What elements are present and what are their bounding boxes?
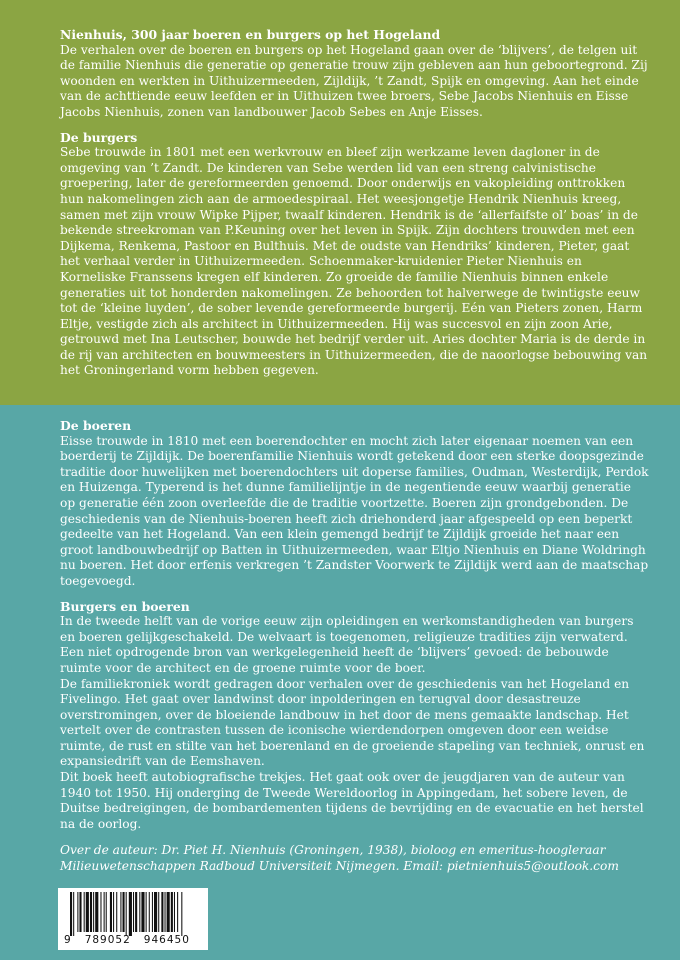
barcode-bar — [171, 892, 173, 932]
barcode-bar — [146, 892, 147, 932]
barcode-bar — [116, 892, 117, 932]
lower-text-column — [60, 418, 650, 875]
barcode-bar — [174, 892, 175, 932]
barcode-bar — [141, 892, 144, 932]
barcode-bar — [113, 892, 114, 932]
barcode-bar — [139, 892, 140, 932]
about-author: Over de auteur: Dr. Piet H. Nienhuis (Groningen, 1938), bioloog en emeritus-hoogleraar Milieuwetenschappen Radboud Universiteit Nijmegen. Email: pietnienhuis5@outlook.com — [60, 843, 619, 874]
barcode-bar — [100, 892, 101, 932]
isbn-barcode — [58, 888, 208, 950]
barcode-bar — [181, 892, 182, 936]
barcode-bar — [167, 892, 170, 932]
book-title: Nienhuis, 300 jaar boeren en burgers op het Hogeland — [60, 27, 441, 42]
intro-paragraph: De verhalen over de boeren en burgers op het Hogeland gaan over de ‘blijvers’, de telgen uit de familie Nienhuis die generatie op generatie trouw zijn gebleven aan hun geboortegrond. Zij woonden en werkten in Uithuizermeeden, Zijldijk, ’t Zandt, Spijk en omgeving. Aan het einde van de achttiende eeuw leefden er in Uithuizen twee broers, Sebe Jacobs Nienhuis en Eisse Jacobs Nienhuis, zonen van landbouwer Jacob Sebes en Anje Eisses. — [60, 42, 648, 119]
barcode-bar — [106, 892, 107, 932]
burgers-en-boeren-paragraph-1: In de tweede helft van de vorige eeuw zijn opleidingen en werkomstandigheden van burgers en boeren gelijkgeschakeld. De welvaart is toegenomen, religieuze tradities zijn verwaterd. Een niet opdrogende bron van werkgelegenheid heeft de ‘blijvers’ gevoed: de bebouwde ruimte voor de architect en de groene ruimte voor de boer. — [60, 614, 634, 675]
upper-text-column — [60, 27, 650, 379]
barcode-bar — [161, 892, 163, 932]
barcode-bar — [154, 892, 157, 932]
barcode-bar — [90, 892, 92, 932]
section-gap — [60, 590, 650, 599]
barcode-bar — [126, 892, 127, 936]
barcode-bar — [77, 892, 78, 932]
barcode-bar — [165, 892, 166, 932]
barcode-bar — [177, 892, 178, 932]
boeren-paragraph: Eisse trouwde in 1810 met een boerendochter en mocht zich later eigenaar noemen van een boerderij te Zijldijk. De boerenfamilie Nienhuis wordt getekend door een sterke doopsgezinde traditie door huwelijken met boerendochters uit doperse families, Oudman, Westerdijk, Perdok en Huizenga. Typerend is het dunne familielijntje in de negentiende eeuw waarbij generatie op generatie één zoon overleefde die de traditie voortzette. Boeren zijn grondgebonden. De geschiedenis van de Nienhuis-boeren heeft zich driehonderd jaar afgespeeld op een beperkt gedeelte van het Hogeland. Van een klein gemengd bedrijf te Zijldijk groeide het naar een groot landbouwbedrijf op Batten in Uithuizermeeden, waar Eltjo Nienhuis en Diane Woldringh nu boeren. Het door erfenis verkregen ’t Zandster Voorwerk te Zijldijk werd aan de maatschap toegevoegd. — [60, 433, 649, 588]
barcode-digits: 9 789052 946450 — [64, 934, 190, 946]
barcode-bar — [93, 892, 94, 932]
barcode-bar — [95, 892, 98, 932]
barcode-bar — [79, 892, 81, 932]
barcode-bar — [120, 892, 121, 932]
barcode-bar — [110, 892, 112, 932]
barcode-bar — [104, 892, 105, 932]
boeren-heading: De boeren — [60, 418, 132, 433]
barcode-bar — [86, 892, 89, 932]
barcode-bar — [133, 892, 134, 932]
burgers-heading: De burgers — [60, 129, 138, 145]
barcode-bar — [123, 892, 125, 932]
burgers-paragraph: Sebe trouwde in 1801 met een werkvrouw en bleef zijn werkzame leven dagloner in de omgeving van ’t Zandt. De kinderen van Sebe werden lid van een streng calvinistische groepering, later de gereformeerden genoemd. Door onderwijs en vakopleiding onttrokken hun nakomelingen zich aan de armoedespiraal. Het weesjongetje Hendrik Nienhuis kreeg, samen met zijn vrouw Wipke Pijper, twaalf kinderen. Hendrik is de ‘allerfaifste ol’ boas’ in de bekende streekroman van P.Keuning over het leven in Spijk. Zijn dochters trouwden met een Dijkema, Renkema, Pastoor en Bulthuis. Met de oudste van Hendriks’ kinderen, Pieter, gaat het verhaal verder in Uithuizermeeden. Schoenmaker-kruidenier Pieter Nienhuis en Korneliske Franssens kregen elf kinderen. Zo groeide de familie Nienhuis binnen enkele generaties uit tot honderden nakomelingen. Ze behoorden tot halverwege de twintigste eeuw tot de ‘kleine luyden’, de sober levende gereformeerde burgerij. Eén van Pieters zonen, Harm Eltje, vestigde zich als architect in Uithuizermeeden. Hij was succesvol en zijn zoon Arie, getrouwd met Ina Leutscher, bouwde het bedrijf verder uit. Aries dochter Maria is de derde in de rij van architecten en bouwmeesters in Uithuizermeeden, die de naoorlogse bebouwing van het Groningerland vorm hebben gegeven. — [60, 145, 648, 378]
barcode-bar — [152, 892, 153, 932]
barcode-bar — [84, 892, 85, 932]
barcode-bar — [73, 892, 74, 936]
burgers-en-boeren-paragraph-2: De familiekroniek wordt gedragen door verhalen over de geschiedenis van het Hogeland en Fivelingo. Het gaat over landwinst door inpolderingen en terugval door desastreuze overstromingen, over de bloeiende landbouw in het door de mens gemaakte landschap. Het vertelt over de contrasten tussen de iconische wierdendorpen omgeven door een weidse ruimte, de rust en stilte van het boerenland en de groeiende stapeling van techniek, onrust en expansiedrift van de Eemshaven. — [60, 676, 645, 769]
barcode-bar — [70, 892, 72, 936]
section-gap — [60, 121, 650, 130]
barcode-bar — [149, 892, 150, 932]
burgers-en-boeren-paragraph-3: Dit boek heeft autobiografische trekjes. Het gaat ook over de jeugdjaren van de auteur van 1940 tot 1950. Hij onderging de Tweede Wereldoorlog in Appingedam, het sobere leven, de Duitse bedreigingen, de bombardementen tijdens de bevrijding en de evacuatie en het herstel na de oorlog. — [60, 770, 644, 831]
burgers-en-boeren-heading: Burgers en boeren — [60, 598, 190, 614]
barcode-bar — [158, 892, 159, 932]
barcode-bar — [129, 892, 132, 936]
barcode-bar — [135, 892, 137, 932]
